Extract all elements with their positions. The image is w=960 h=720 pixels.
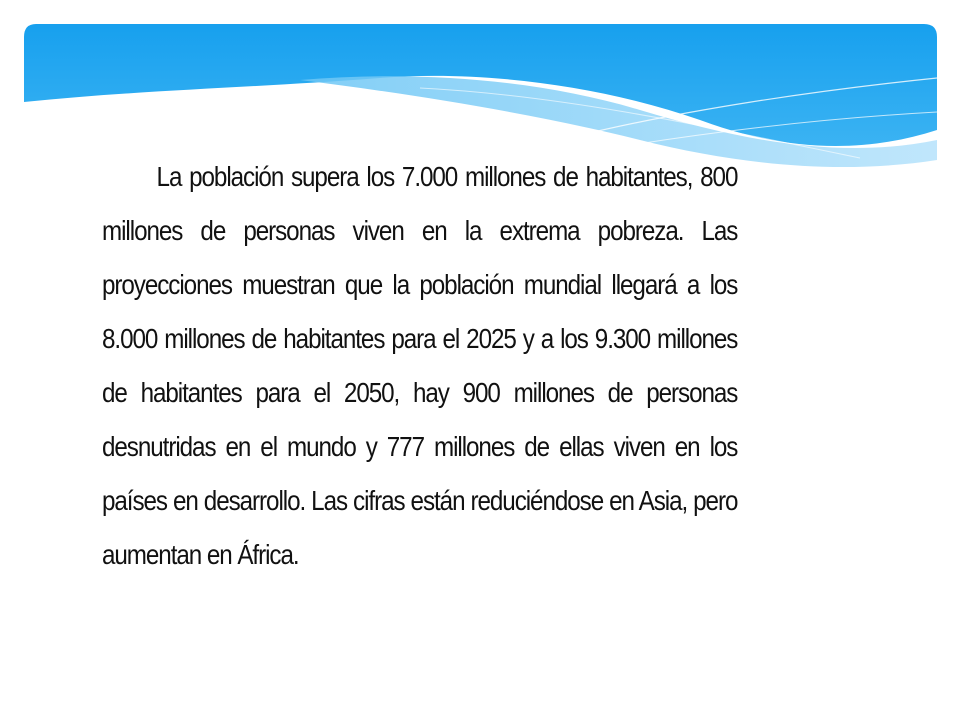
body-paragraph: La población supera los 7.000 millones de habitantes, 800 millones de personas viven en la extrema pobreza. Las proyecciones muestran que la población mundial llegará a los 8.000 millones de habitantes para el 2025 y a los 9.300 millones de habitantes para el 2050, hay 900 millones de personas desnutridas en el mundo y 777 millones de ellas viven en los países en desarrollo. Las cifras están reduciéndose en Asia, pero aumentan en África. <box>102 161 738 570</box>
